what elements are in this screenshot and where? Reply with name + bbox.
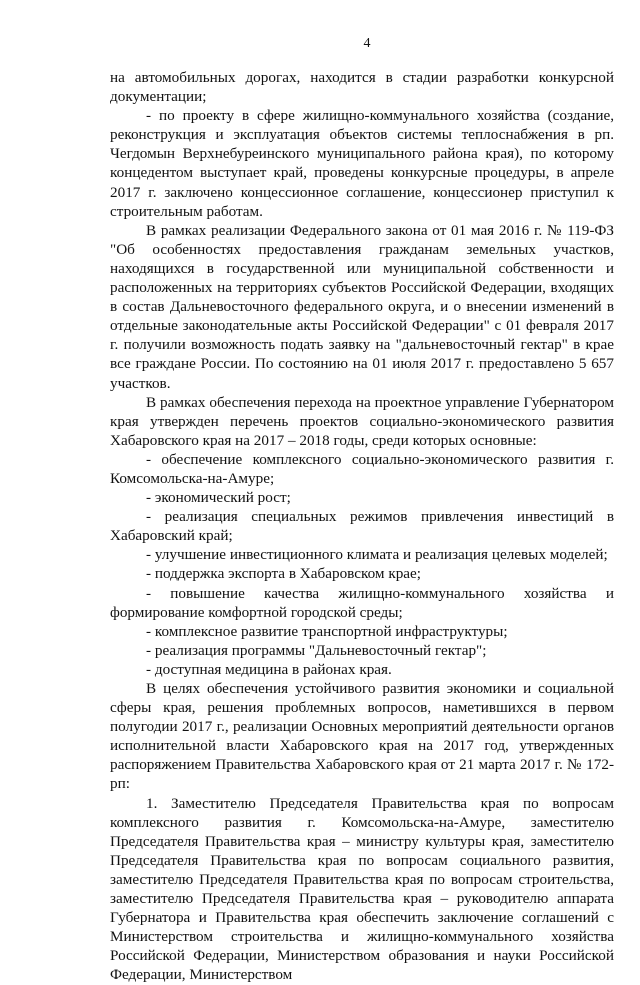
paragraph: - обеспечение комплексного социально-экономического развития г. Комсомольска-на-Амуре;: [110, 450, 614, 487]
paragraph: - улучшение инвестиционного климата и реализация целевых моделей;: [146, 546, 608, 564]
paragraph: - повышение качества жилищно-коммунального хозяйства и формирование комфортной городской среды;: [110, 584, 614, 621]
paragraph: В рамках обеспечения перехода на проектное управление Губернатором края утвержден перечень проектов социально-экономического развития Хабаровского края на 2017 – 2018 годы, среди которых основные:: [110, 393, 614, 449]
paragraph: - по проекту в сфере жилищно-коммунального хозяйства (создание, реконструкция и эксплуатация объектов системы теплоснабжения в рп. Чегдомын Верхнебуреинского муниципального района края), по которому концедентом выступает край, проведены конкурсные процедуры, в апреле 2017 г. заключено концессионное соглашение, концессионер приступил к строительным работам.: [110, 107, 614, 220]
paragraph: - реализация специальных режимов привлечения инвестиций в Хабаровский край;: [110, 508, 614, 545]
document-body: [110, 68, 614, 985]
paragraph: В рамках реализации Федерального закона от 01 мая 2016 г. № 119-ФЗ "Об особенностях предоставления гражданам земельных участков, находящихся в государственной или муниципальной собственности и расположенных на территориях субъектов Российской Федерации, входящих в состав Дальневосточного федерального округа, и о внесении изменений в отдельные законодательные акты Российской Федерации" с 01 февраля 2017 г. получили возможность подать заявку на "дальневосточный гектар" в крае все граждане России. По состоянию на 01 июля 2017 г. предоставлено 5 657 участков.: [110, 221, 614, 392]
paragraph: В целях обеспечения устойчивого развития экономики и социальной сферы края, решения проблемных вопросов, наметившихся в первом полугодии 2017 г., реализации Основных мероприятий деятельности органов исполнительной власти Хабаровского края на 2017 год, утвержденных распоряжением Правительства Хабаровского края от 21 марта 2017 г. № 172-рп:: [110, 680, 614, 793]
page-number: 4: [363, 36, 371, 51]
paragraph: - доступная медицина в районах края.: [146, 660, 392, 678]
paragraph: на автомобильных дорогах, находится в стадии разработки конкурсной документации;: [110, 69, 614, 106]
paragraph: 1. Заместителю Председателя Правительства края по вопросам комплексного развития г. Комсомольска-на-Амуре, заместителю Председателя Правительства края – министру культуры края, заместителю Председателя Правительства края по вопросам социального развития, заместителю Председателя Правительства края по вопросам строительства, заместителю Председателя Правительства края – руководителю аппарата Губернатора и Правительства края обеспечить заключение соглашений с Министерством строительства и жилищно-коммунального хозяйства Российской Федерации, Министерством образования и науки Российской Федерации, Министерством: [110, 794, 614, 984]
paragraph: - реализация программы "Дальневосточный гектар";: [146, 641, 487, 659]
paragraph: - экономический рост;: [146, 489, 291, 507]
paragraph: - поддержка экспорта в Хабаровском крае;: [146, 565, 421, 583]
paragraph: - комплексное развитие транспортной инфраструктуры;: [146, 622, 508, 640]
